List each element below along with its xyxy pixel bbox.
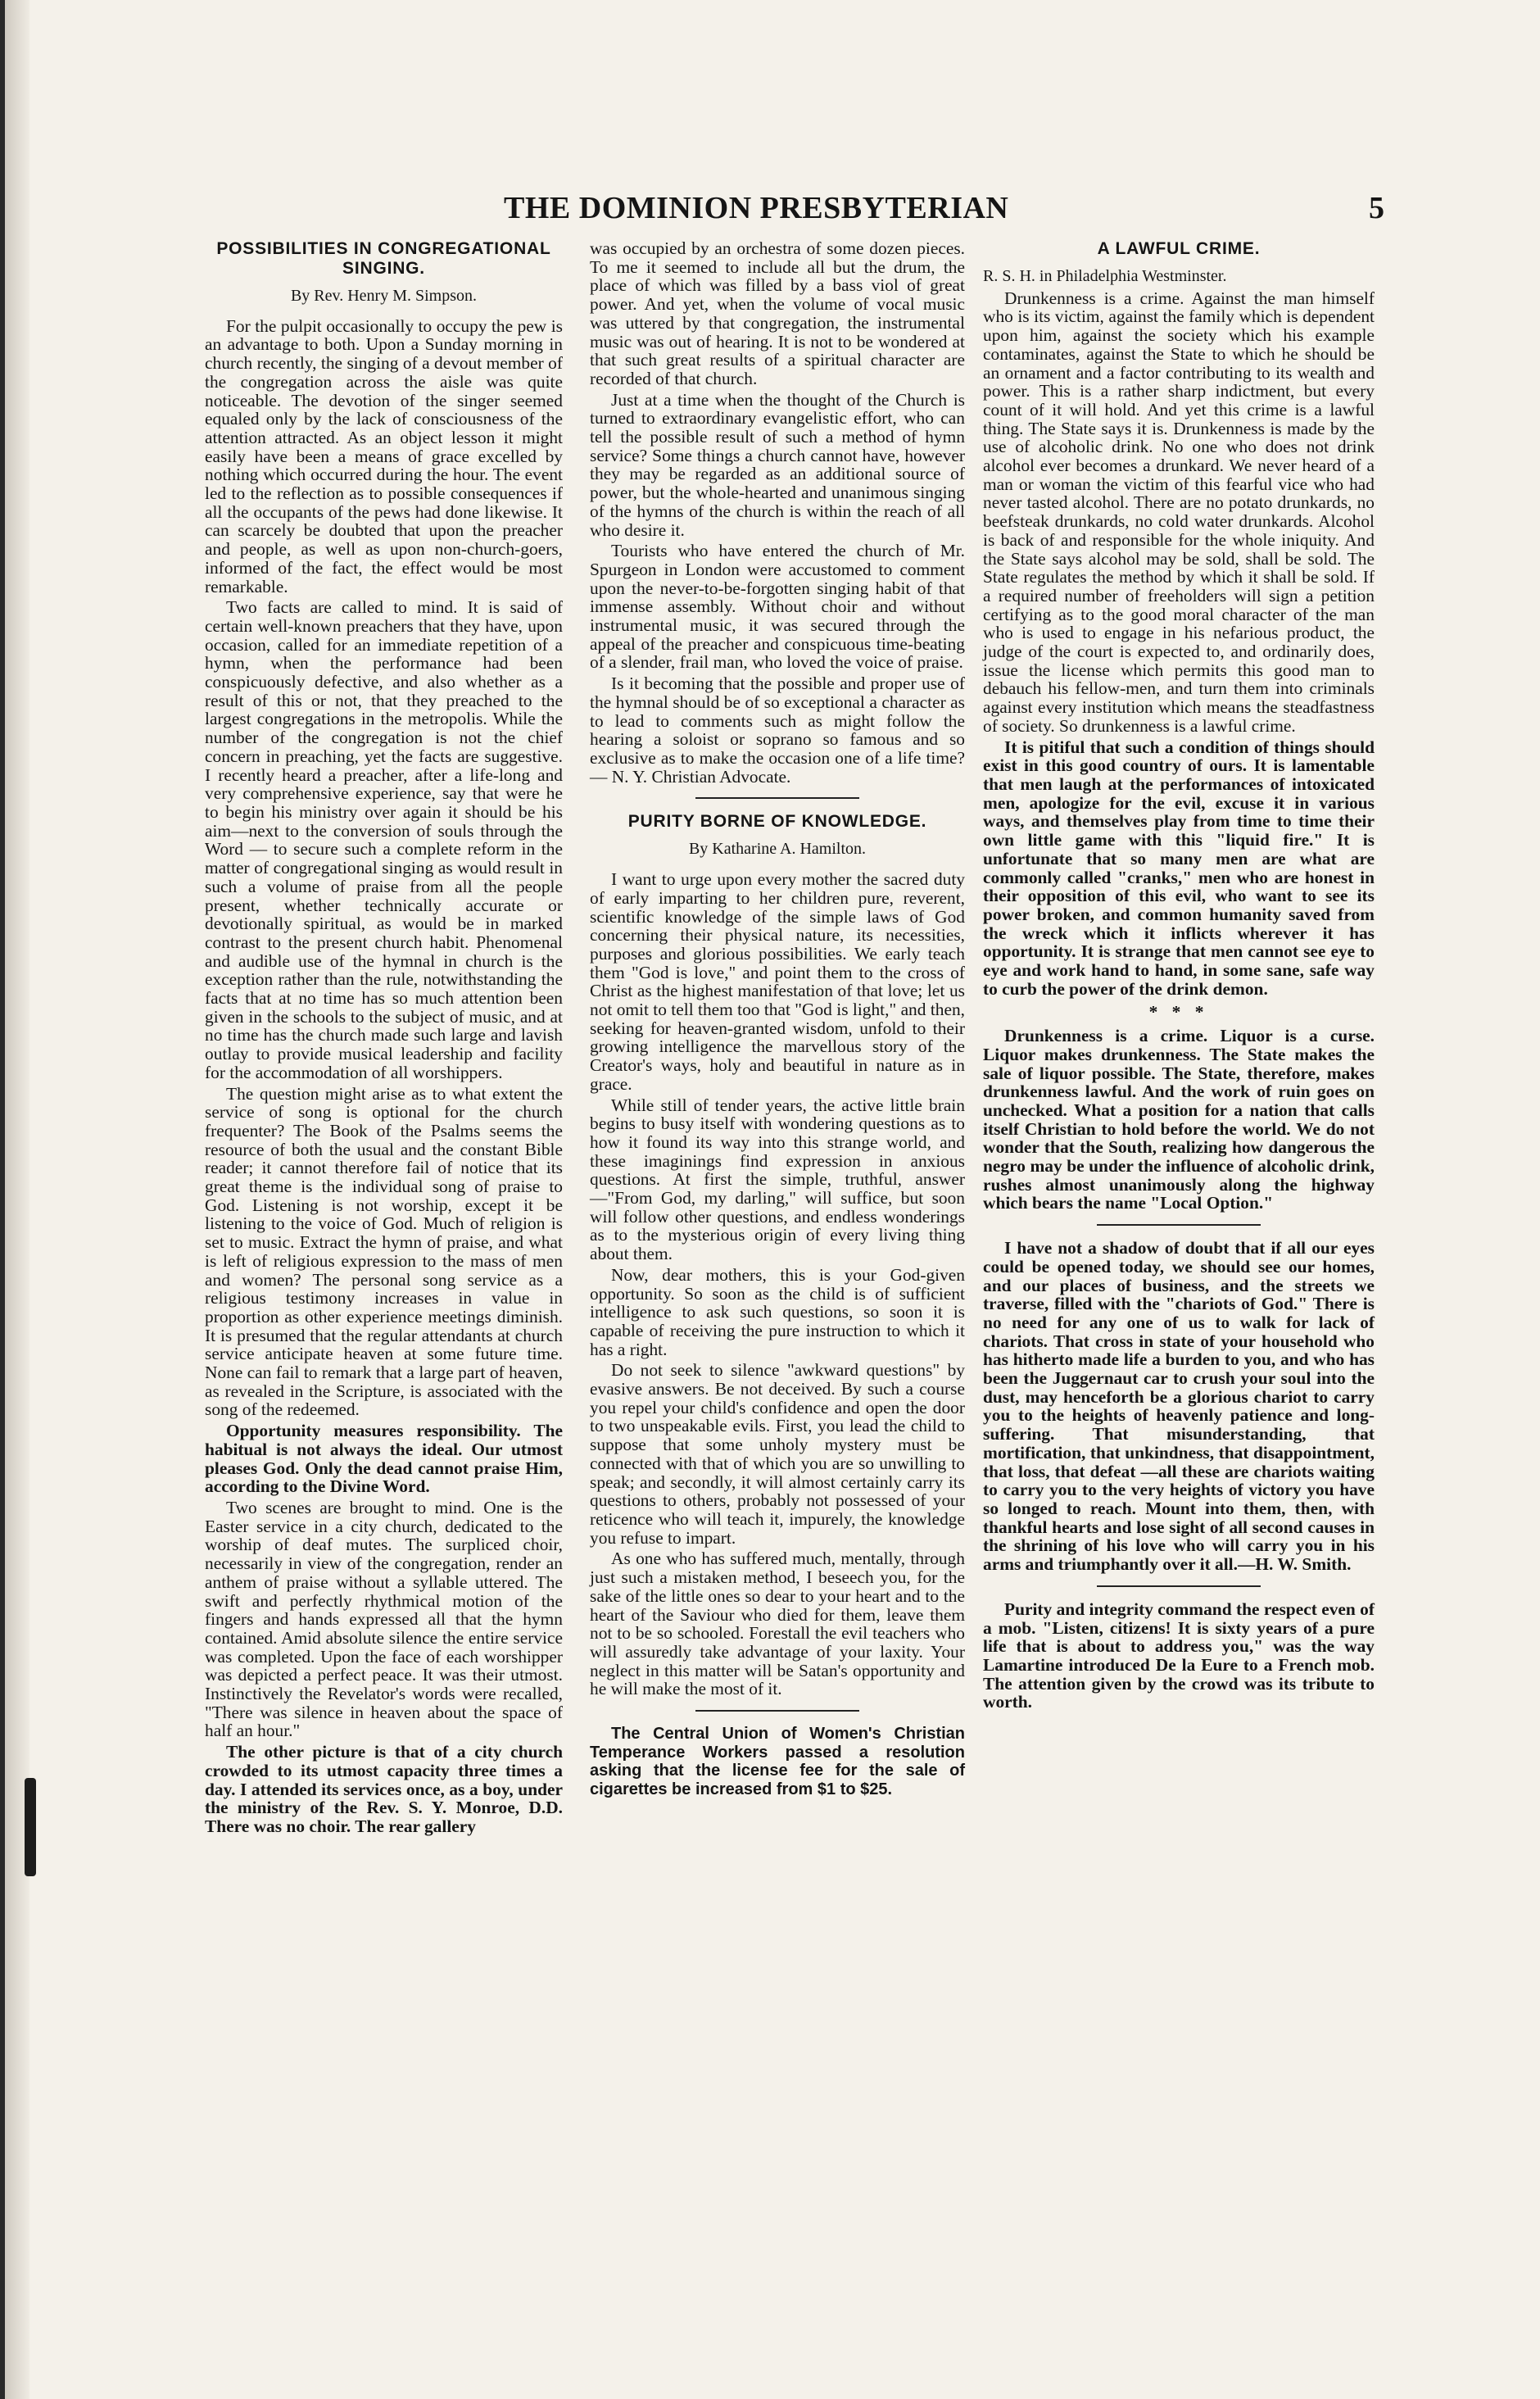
article-heading-congregational-singing: POSSIBILITIES IN CONGREGATIONAL SINGING. bbox=[216, 239, 551, 278]
article-paragraph: Do not seek to silence "awkward questions" by evasive answers. Be not deceived. By such a course you repel your child's confidence and open the door to two unspeakable evils. First, you lead the child to suppose that some unholy mystery must be connected with that of which you are so unwilling to speak; and secondly, it will almost certainly carry its questions to others, probably not possessed of your reticence who will teach it, impurely, the knowledge you refuse to impart. bbox=[590, 1360, 965, 1548]
section-divider bbox=[695, 797, 859, 799]
article-paragraph: Now, dear mothers, this is your God-given opportunity. So soon as the child is of sufficient intelligence to ask such questions, so soon it is capable of receiving the pure instruction to which it has a right. bbox=[590, 1264, 965, 1359]
section-divider bbox=[1097, 1585, 1261, 1587]
chariots-paragraph: I have not a shadow of doubt that if all our eyes could be opened today, we should see our homes, and our places of business, and the streets we traverse, filled with the "chariots of God." There is no need for any one of us to walk for lack of chariots. That cross in state of your household who has hitherto made life a burden to you, and who has been the Juggernaut car to crush your soul into the dust, may henceforth be a glorious chariot to carry you to the heights of heavenly patience and long-suffering. That misunderstanding, that mortification, that unkindness, that disappointment, that loss, that defeat —all these are chariots waiting to carry you to the very heights of victory you have so longed to reach. Mount into them, then, with thankful hearts and lose sight of all second causes in the shrining of his love who will carry you in his arms and triumphantly over it all.—H. W. Smith. bbox=[983, 1238, 1375, 1575]
article-paragraph: Drunkenness is a crime. Liquor is a curse. Liquor makes drunkenness. The State makes the sale of liquor possible. The State, therefore, makes drunkenness lawful. And the work of ruin goes on unchecked. What a position for a nation that calls itself Christian to hold before the world. We do not wonder that the South, realizing how dangerous the negro may be under the influence of alcoholic drink, rushes almost unanimously along the highway which bears the name "Local Option." bbox=[983, 1026, 1375, 1213]
article-paragraph: Tourists who have entered the church of Mr. Spurgeon in London were accustomed to comment upon the never-to-be-forgotten singing habit of that immense assembly. Without choir and without instrumental music, it was secured through the appeal of the preacher and conspicuous time-beating of a slender, frail man, who loved the voice of praise. bbox=[590, 541, 965, 673]
article-paragraph: I want to urge upon every mother the sacred duty of early imparting to her children pure, reverent, scientific knowledge of the simple laws of God concerning their physical nature, its necessities, purposes and glorious possibilities. We early teach them "God is love," and point them to the cross of Christ as the highest manifestation of that love; let us not omit to tell them too that "God is light," and then, seeking for heaven-granted wisdom, unfold to their growing intelligence the marvellous story of the Creator's ways, holy and beautiful in nature as in grace. bbox=[590, 869, 965, 1094]
masthead bbox=[197, 190, 1384, 233]
article-paragraph: Drunkenness is a crime. Against the man himself who is its victim, against the family which is dependent upon him, against the society which his example contaminates, against the State to which he should be an ornament and a factor contributing to its wealth and power. This is a rather sharp indictment, but every count of it will hold. And yet this crime is a lawful thing. The State says it is. Drunkenness is made by the use of alcoholic drink. No one who does not drink alcohol ever becomes a drunkard. We never heard of a man or woman the victim of this fearful vice who had never tasted alcohol. There are no potato drunkards, no beefsteak drunkards, no cold water drunkards. Alcohol is back of and responsible for the whole iniquity. And the State says alcohol may be sold, shall be sold. The State regulates the method by which it shall be sold. If a required number of freeholders will sign a petition certifying as to the good moral character of the man who is used to engage in his nefarious product, the judge of the court is expected to, and ordinarily does, issue the license which permits this good man to debauch his fellow-men, and turn them into criminals against every institution which means the steadfastness of society. So drunkenness is a lawful crime. bbox=[983, 288, 1375, 736]
article-paragraph: was occupied by an orchestra of some dozen pieces. To me it seemed to include all but the drum, the place of which was filled by a bass viol of great power. And yet, when the volume of vocal music was uttered by that congregation, the instrumental music was out of hearing. It is not to be wondered at that such great results of a spiritual character are recorded of that church. bbox=[590, 238, 965, 388]
column-2 bbox=[590, 239, 965, 1801]
notice-block bbox=[590, 1725, 965, 1798]
article-paragraph: As one who has suffered much, mentally, through just such a mistaken method, I beseech you, for the sake of the little ones so dear to your heart and to the heart of the Saviour who died for them, leave them not to be so schooled. Forestall the evil teachers who will assuredly take advantage of your laxity. Your neglect in this matter will be Satan's opportunity and he will make the most of it. bbox=[590, 1549, 965, 1699]
article-paragraph: The question might arise as to what extent the service of song is optional for the church frequenter? The Book of the Psalms seems the resource of both the usual and the constant Bible reader; it cannot therefore fail of notice that its great theme is the individual song of praise to God. Listening is not worship, except it be listening to the voice of God. Much of religion is set to music. Extract the hymn of praise, and what is left of religious expression to the mass of men and women? The personal song service as a religious testimony increases in value in proportion as other experience meetings diminish. It is presumed that the regular attendants at church service anticipate heaven at some future time. None can fail to remark that a large part of heaven, as revealed in the Scripture, is associated with the song of the redeemed. bbox=[205, 1083, 563, 1420]
article-paragraph: Two facts are called to mind. It is said of certain well-known preachers that they have, upon occasion, called for an immediate repetition of a hymn, when the performance had been conspicuously defective, and also whether as a result of this or not, that they preached to the largest congregations in the metropolis. While the number of the congregation is not the chief concern in preaching, yet the facts are suggestive. I recently heard a preacher, after a life-long and very comprehensive experience, say that were he to begin his ministry over again it should be his aim—next to the conversion of souls through the Word — to secure such a complete reform in the matter of congregational singing as would result in such a volume of praise from all the people present, whether technically accurate or devotionally spiritual, as would be in marked contrast to the present church habit. Phenomenal and audible use of the hymnal in church is the exception rather than the rule, notwithstanding the facts that at no time has so much attention been given in the schools to the subject of music, and at no time has the church made such large and lavish outlay to provide musical leadership and facility for the accommodation of all worshippers. bbox=[205, 597, 563, 1082]
article-heading-purity: PURITY BORNE OF KNOWLEDGE. bbox=[627, 812, 927, 832]
article-paragraph: Just at a time when the thought of the Church is turned to extraordinary evangelistic effort, who can tell the possible result of such a method of hymn service? Some things a church cannot have, however they may be regarded as an additional source of power, but the whole-hearted and unanimous singing of the hymns of the church is within the reach of all who desire it. bbox=[590, 389, 965, 540]
article-paragraph: While still of tender years, the active little brain begins to busy itself with wondering questions as to how it found its way into this strange world, and these imaginings find expression in anxious questions. At first the simple, truthful, answer—"From God, my darling," will suffice, but soon will follow other questions, and endless wonderings as to the mysterious origin of every living thing about them. bbox=[590, 1095, 965, 1264]
column-1 bbox=[205, 239, 563, 1839]
article-paragraph: Opportunity measures responsibility. The habitual is not always the ideal. Our utmost pleases God. Only the dead cannot praise Him, according to the Divine Word. bbox=[205, 1421, 563, 1497]
article-paragraph: It is pitiful that such a condition of things should exist in this good country of ours. It is lamentable that men laugh at the performances of intoxicated men, apologize for the evil, excuse it in various ways, and themselves play from time to time their own little game with this "liquid fire." It is unfortunate that so many men are what are commonly called "cranks," men who are honest in their opposition of this evil, who want to see its power broken, and common humanity saved from the wreck which it inflicts wherever it has opportunity. It is strange that men cannot see eye to eye and work hand to hand, in some sane, safe way to curb the power of the drink demon. bbox=[983, 737, 1375, 999]
article-paragraph: Two scenes are brought to mind. One is the Easter service in a city church, dedicated to the worship of deaf mutes. The surpliced choir, necessarily in view of the congregation, render an anthem of praise without a syllable uttered. The swift and perfectly rhythmical motion of the fingers and hands expressed all that the hymn contained. Amid absolute silence the entire service was completed. Upon the face of each worshipper was depicted a perfect peace. It was their utmost. Instinctively the Revelator's words were recalled, "There was silence in heaven about the space of half an hour." bbox=[205, 1498, 563, 1741]
section-divider bbox=[1097, 1224, 1261, 1226]
purity-paragraph: Purity and integrity command the respect even of a mob. "Listen, citizens! It is sixty years of a pure life that is about to address you," was the way Lamartine introduced De la Eure to a French mob. The attention given by the crowd was its tribute to worth. bbox=[983, 1599, 1375, 1712]
section-divider bbox=[695, 1710, 859, 1712]
article-paragraph: Is it becoming that the possible and proper use of the hymnal should be of so exceptional a character as to lead to comments such as might follow the hearing a soloist or soprano so famous and so exclusive as to make the occasion one of a life time? — N. Y. Christian Advocate. bbox=[590, 673, 965, 787]
article-paragraph: For the pulpit occasionally to occupy the pew is an advantage to both. Upon a Sunday morning in church recently, the singing of a devout member of the congregation across the aisle was quite noticeable. The devotion of the singer seemed equaled only by the lack of consciousness of the attention attracted. As an object lesson it might easily have been a means of grace excelled by nothing which occurred during the hour. The event led to the reflection as to possible consequences if all the occupants of the pews had done likewise. It can scarcely be doubted that upon the preacher and people, as well as upon non-church-goers, informed of the fact, the effect would be most remarkable. bbox=[205, 315, 563, 596]
byline-simpson: By Rev. Henry M. Simpson. bbox=[290, 287, 478, 305]
section-stars: * * * bbox=[1148, 1002, 1209, 1023]
article-source: R. S. H. in Philadelphia Westminster. bbox=[983, 267, 1227, 285]
page-binding-edge bbox=[0, 0, 29, 2399]
article-heading-lawful-crime: A LAWFUL CRIME. bbox=[1097, 239, 1261, 258]
newspaper-title: THE DOMINION PRESBYTERIAN bbox=[504, 191, 1009, 225]
page-number: 5 bbox=[1369, 191, 1384, 225]
temperance-notice: The Central Union of Women's Christian Temperance Workers passed a resolution asking that the license fee for the sale of cigarettes be increased from $1 to $25. bbox=[590, 1725, 965, 1798]
byline-hamilton: By Katharine A. Hamilton. bbox=[688, 840, 867, 859]
binding-clip bbox=[25, 1778, 36, 1876]
article-paragraph: The other picture is that of a city church crowded to its utmost capacity three times a day. I attended its services once, as a boy, under the ministry of the Rev. S. Y. Monroe, D.D. There was no choir. The rear gallery bbox=[205, 1742, 563, 1836]
column-3 bbox=[983, 239, 1375, 1714]
